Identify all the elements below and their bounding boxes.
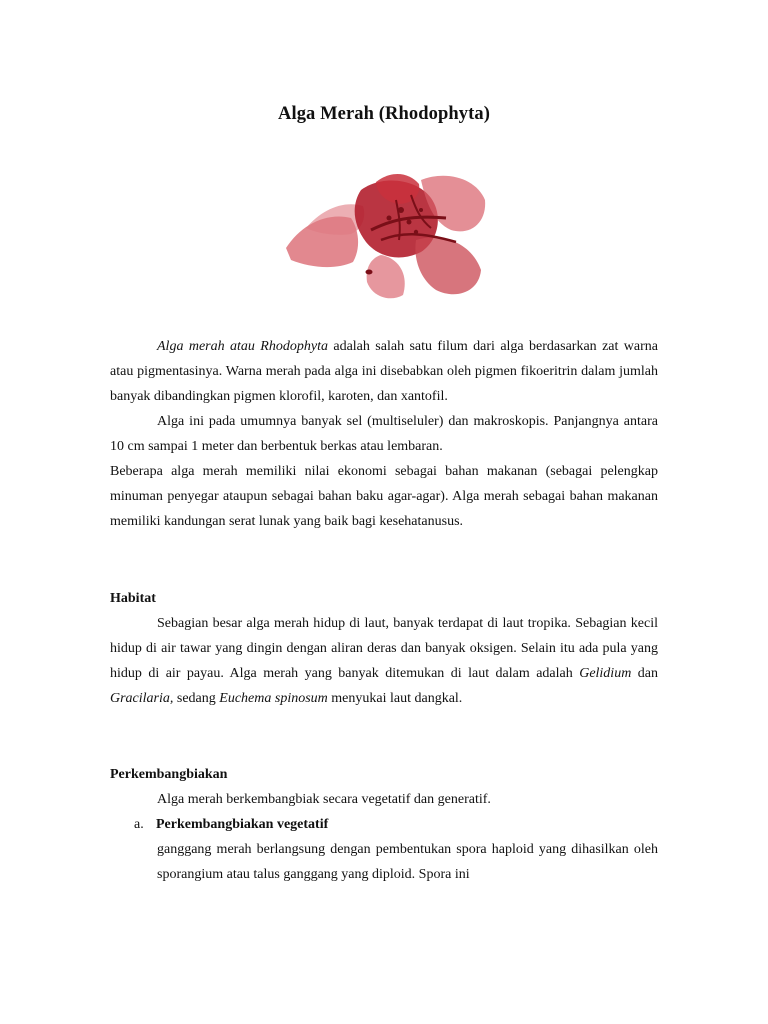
intro-paragraph-3: Beberapa alga merah memiliki nilai ekonomi sebagai bahan makanan (sebagai pelengkap minuman penyegar ataupun sebagai bahan baku agar-agar). Alga merah sebagai bahan makanan memiliki kandungan serat lunak yang baik bagi kesehatanusus.	[110, 464, 658, 529]
habitat-section	[110, 611, 658, 711]
habitat-text-4: menyukai laut dangkal.	[327, 691, 463, 706]
intro-paragraph-1-text: adalah salah satu filum dari alga berdasarkan zat warna atau pigmentasinya. Warna merah pada alga ini disebabkan oleh pigmen fikoeritrin dalam jumlah banyak dibandingkan pigmen klorofil, karoten, dan xantofil.	[110, 339, 658, 404]
document-title: Alga Merah (Rhodophyta)	[278, 104, 490, 124]
habitat-text-3: sedang	[173, 691, 220, 706]
habitat-term-gelidium: Gelidium	[579, 666, 632, 681]
intro-section	[110, 334, 658, 534]
list-item-label: Perkembangbiakan vegetatif	[156, 817, 329, 832]
habitat-term-euchema: Euchema spinosum	[219, 691, 328, 706]
reproduction-intro: Alga merah berkembangbiak secara vegetatif dan generatif.	[157, 792, 491, 807]
reproduction-intro-section	[110, 787, 658, 812]
habitat-text-2: dan	[631, 666, 658, 681]
reproduction-heading: Perkembangbiakan	[110, 767, 228, 782]
vegetative-paragraph: ganggang merah berlangsung dengan pembentukan spora haploid yang dihasilkan oleh sporangium atau talus ganggang yang diploid. Spora ini	[157, 842, 658, 882]
habitat-term-gracilaria: Gracilaria,	[110, 691, 174, 706]
red-algae-illustration	[281, 170, 487, 303]
intro-italic-term: Alga merah atau Rhodophyta	[157, 339, 328, 354]
intro-paragraph-2: Alga ini pada umumnya banyak sel (multiseluler) dan makroskopis. Panjangnya antara 10 cm sampai 1 meter dan berbentuk berkas atau lembaran.	[110, 414, 658, 454]
habitat-paragraph	[110, 611, 658, 711]
list-item-a	[134, 812, 328, 837]
habitat-heading: Habitat	[110, 591, 156, 606]
habitat-text-1: Sebagian besar alga merah hidup di laut, banyak terdapat di laut tropika. Sebagian kecil hidup di air tawar yang dingin dengan aliran deras dan banyak oksigen. Selain itu ada pula yang hidup di air payau. Alga merah yang banyak ditemukan di laut dalam adalah	[110, 616, 658, 681]
list-marker: a.	[134, 817, 144, 832]
red-algae-image	[281, 170, 487, 303]
intro-paragraph-1	[110, 334, 658, 409]
vegetative-description	[157, 837, 658, 887]
